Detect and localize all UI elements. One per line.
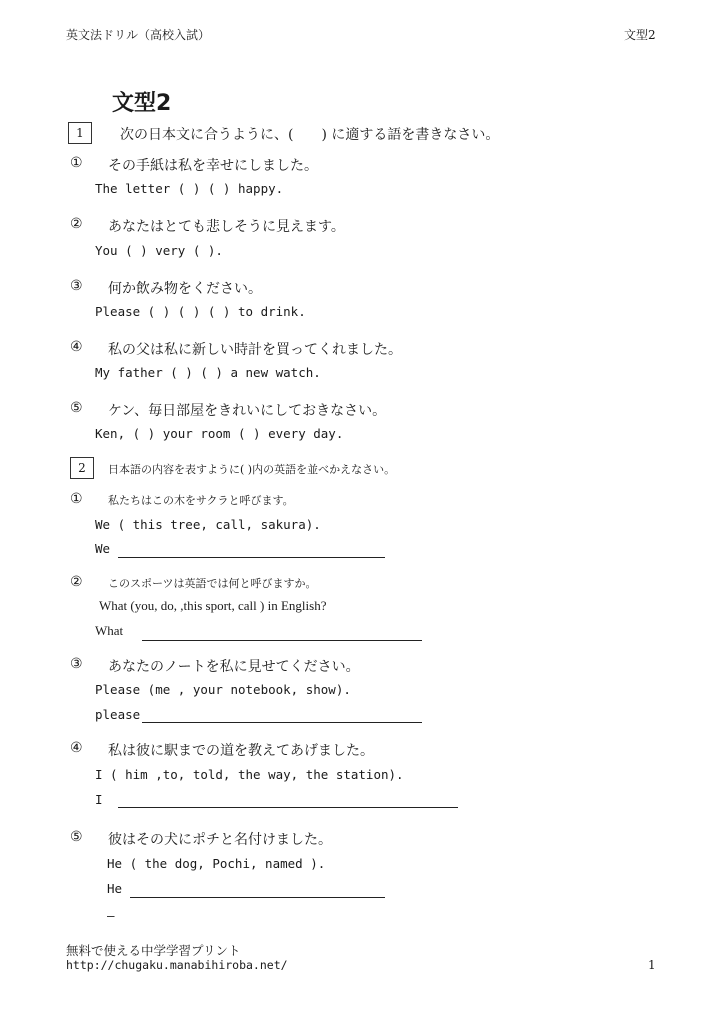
- s2-item4-answer-prefix: I: [95, 792, 103, 807]
- s2-item4-mark: ④: [70, 740, 83, 756]
- s2-item4-english: I ( him ,to, told, the way, the station).: [95, 767, 404, 782]
- s2-item5-mark: ⑤: [70, 829, 83, 845]
- s1-item5-japanese: ケン、毎日部屋をきれいにしておきなさい。: [108, 403, 387, 419]
- s2-item5-japanese: 彼はその犬にポチと名付けました。: [108, 832, 332, 848]
- s1-item3-japanese: 何か飲み物をください。: [108, 281, 262, 297]
- s2-item3-mark: ③: [70, 656, 83, 672]
- s2-item5-answer-line[interactable]: [130, 897, 385, 898]
- s1-item1-japanese: その手紙は私を幸せにしました。: [108, 158, 318, 174]
- s1-item1-english: The letter ( ) ( ) happy.: [95, 181, 284, 196]
- s2-item2-english: What (you, do, ,this sport, call ) in English?: [99, 598, 327, 613]
- s2-item5-answer-prefix: He: [107, 881, 123, 896]
- trailing-dash: —: [107, 908, 115, 923]
- footer-url[interactable]: http://chugaku.manabihiroba.net/: [66, 958, 288, 972]
- s2-item2-answer-line[interactable]: [142, 640, 422, 641]
- s2-item3-japanese: あなたのノートを私に見せてください。: [108, 659, 360, 675]
- header-left: 英文法ドリル（高校入試）: [66, 28, 211, 42]
- s2-item1-mark: ①: [70, 491, 83, 507]
- header-right: 文型2: [624, 28, 656, 42]
- s2-item4-japanese: 私は彼に駅までの道を教えてあげました。: [108, 743, 374, 759]
- s2-item1-japanese: 私たちはこの木をサクラと呼びます。: [108, 494, 294, 507]
- s1-item2-japanese: あなたはとても悲しそうに見えます。: [108, 219, 345, 235]
- s2-item3-answer-prefix: please: [95, 707, 141, 722]
- s1-item3-mark: ③: [70, 278, 83, 294]
- s2-item3-english: Please (me , your notebook, show).: [95, 682, 351, 697]
- s1-item4-mark: ④: [70, 339, 83, 355]
- s2-item2-japanese: このスポーツは英語では何と呼びますか。: [108, 577, 317, 590]
- section-1-number: 1: [68, 122, 92, 144]
- section-2-instruction: 日本語の内容を表すように( )内の英語を並べかえなさい。: [108, 463, 396, 476]
- s2-item4-answer-line[interactable]: [118, 807, 458, 808]
- page-title: 文型2: [112, 91, 172, 116]
- s2-item1-answer-prefix: We: [95, 541, 111, 556]
- s1-item4-japanese: 私の父は私に新しい時計を買ってくれました。: [108, 342, 402, 358]
- section-1-instruction: 次の日本文に合うように、( ) に適する語を書きなさい。: [120, 127, 500, 143]
- s2-item1-english: We ( this tree, call, sakura).: [95, 517, 321, 532]
- page-number: 1: [648, 958, 656, 972]
- s2-item3-answer-line[interactable]: [142, 722, 422, 723]
- footer-text: 無料で使える中学学習プリント: [66, 943, 241, 958]
- s1-item3-english: Please ( ) ( ) ( ) to drink.: [95, 304, 306, 319]
- s1-item4-english: My father ( ) ( ) a new watch.: [95, 365, 321, 380]
- s1-item2-mark: ②: [70, 216, 83, 232]
- s1-item5-english: Ken, ( ) your room ( ) every day.: [95, 426, 344, 441]
- s2-item2-mark: ②: [70, 574, 83, 590]
- s2-item2-answer-prefix: What: [95, 623, 124, 638]
- s2-item1-answer-line[interactable]: [118, 557, 385, 558]
- section-2-number: 2: [70, 457, 94, 479]
- s1-item2-english: You ( ) very ( ).: [95, 243, 223, 258]
- s1-item1-mark: ①: [70, 155, 83, 171]
- s1-item5-mark: ⑤: [70, 400, 83, 416]
- s2-item5-english: He ( the dog, Pochi, named ).: [107, 856, 326, 871]
